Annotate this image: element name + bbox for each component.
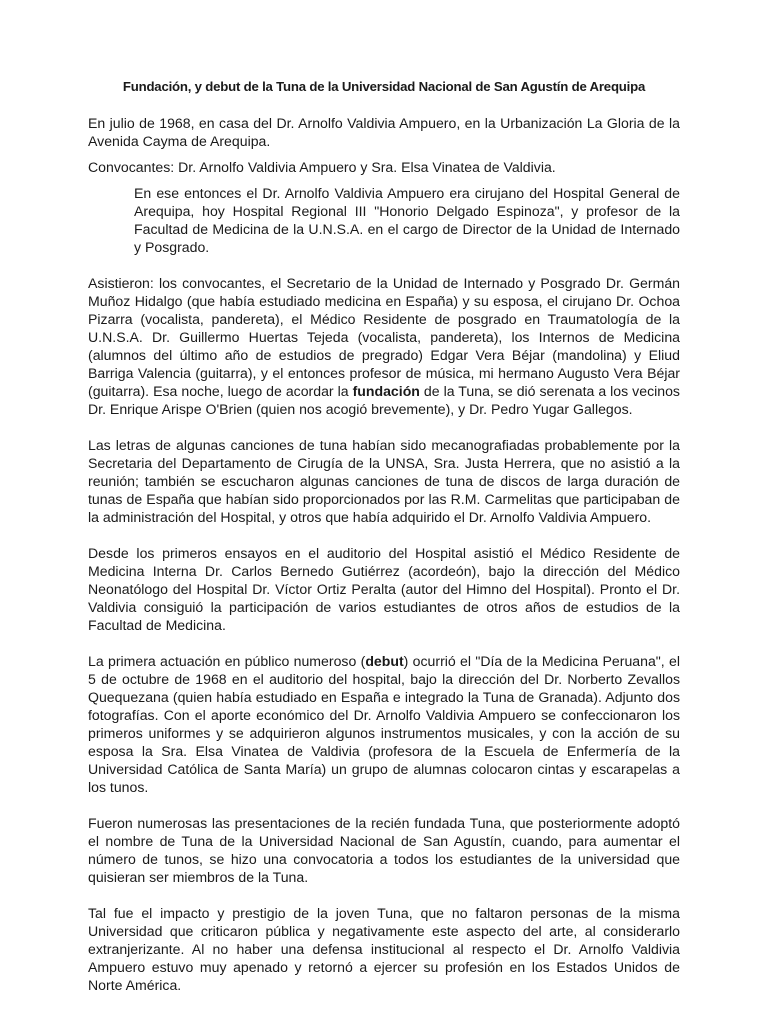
paragraph-asistieron: [88, 274, 680, 418]
debut-bold-text: debut: [365, 653, 404, 669]
debut-text-a: La primera actuación en público numeroso (: [88, 653, 366, 669]
paragraph-date-location: En julio de 1968, en casa del Dr. Arnolfo Valdivia Ampuero, en la Urbanización La Gloria de la Avenida Cayma de Arequipa.: [88, 115, 680, 149]
paragraph-ensayos: Desde los primeros ensayos en el auditorio del Hospital asistió el Médico Residente de Medicina Interna Dr. Carlos Bernedo Gutiérrez (acordeón), bajo la dirección del Médico Neonatólogo del Hospital Dr. Víctor Ortiz Peralta (autor del Himno del Hospital). Pronto el Dr. Valdivia consiguió la participación de varios estudiantes de otros años de estudios de la Facultad de Medicina.: [88, 545, 680, 633]
paragraph-indented-context: En ese entonces el Dr. Arnolfo Valdivia Ampuero era cirujano del Hospital General de Arequipa, hoy Hospital Regional III "Honorio Delgado Espinoza", y profesor de la Facultad de Medicina de la U.N.S.A. en el cargo de Director de la Unidad de Internado y Posgrado.: [134, 185, 680, 255]
document-page: [88, 78, 680, 994]
paragraph-presentaciones: Fueron numerosas las presentaciones de la recién fundada Tuna, que posteriormente adoptó el nombre de Tuna de la Universidad Nacional de San Agustín, cuando, para aumentar el número de tunos, se hizo una convocatoria a todos los estudiantes de la universidad que quisieran ser miembros de la Tuna.: [88, 815, 680, 885]
paragraph-debut: [88, 652, 680, 796]
asistieron-text-b: de la Tuna, se dió serenata a los vecinos Dr. Enrique Arispe O'Brien (quien nos acogió brevemente), y Dr. Pedro Yugar Gallegos.: [88, 383, 680, 417]
asistieron-text-a: Asistieron: los convocantes, el Secretario de la Unidad de Internado y Posgrado Dr. Germán Muñoz Hidalgo (que había estudiado medicina en España) y su esposa, el cirujano Dr. Ochoa Pizarra (vocalista, pandereta), el Médico Residente de posgrado en Traumatología de la U.N.S.A. Dr. Guillermo Huertas Tejeda (vocalista, pandereta), los Internos de Medicina (alumnos del último año de estudios de pregrado) Edgar Vera Béjar (mandolina) y Eliud Barriga Valencia (guitarra), y el entonces profesor de música, mi hermano Augusto Vera Béjar (guitarra). Esa noche, luego de acordar la: [88, 275, 680, 399]
paragraph-convocantes: Convocantes: Dr. Arnolfo Valdivia Ampuero y Sra. Elsa Vinatea de Valdivia.: [88, 159, 556, 175]
document-title: Fundación, y debut de la Tuna de la Universidad Nacional de San Agustín de Arequipa: [122, 79, 646, 94]
debut-text-b: ) ocurrió el "Día de la Medicina Peruana", el 5 de octubre de 1968 en el auditorio del hospital, bajo la dirección del Dr. Norberto Zevallos Quequezana (quien había estudiado en España e integrado la Tuna de Granada). Adjunto dos fotografías. Con el aporte económico del Dr. Arnolfo Valdivia Ampuero se confeccionaron los primeros uniformes y se adquirieron algunos instrumentos musicales, y con la acción de su esposa la Sra. Elsa Vinatea de Valdivia (profesora de la Escuela de Enfermería de la Universidad Católica de Santa María) un grupo de alumnas colocaron cintas y escarapelas a los tunos.: [88, 653, 680, 795]
paragraph-letras: Las letras de algunas canciones de tuna habían sido mecanografiadas probablemente por la Secretaria del Departamento de Cirugía de la UNSA, Sra. Justa Herrera, que no asistió a la reunión; también se escucharon algunas canciones de tuna de discos de larga duración de tunas de España que habían sido proporcionados por las R.M. Carmelitas que participaban de la administración del Hospital, y otros que había adquirido el Dr. Arnolfo Valdivia Ampuero.: [88, 437, 680, 525]
fundacion-bold-text: fundación: [352, 383, 420, 399]
paragraph-impacto: Tal fue el impacto y prestigio de la joven Tuna, que no faltaron personas de la misma Universidad que criticaron pública y negativamente este aspecto del arte, al considerarlo extranjerizante. Al no haber una defensa institucional al respecto el Dr. Arnolfo Valdivia Ampuero estuvo muy apenado y retornó a ejercer su profesión en los Estados Unidos de Norte América.: [88, 905, 680, 993]
